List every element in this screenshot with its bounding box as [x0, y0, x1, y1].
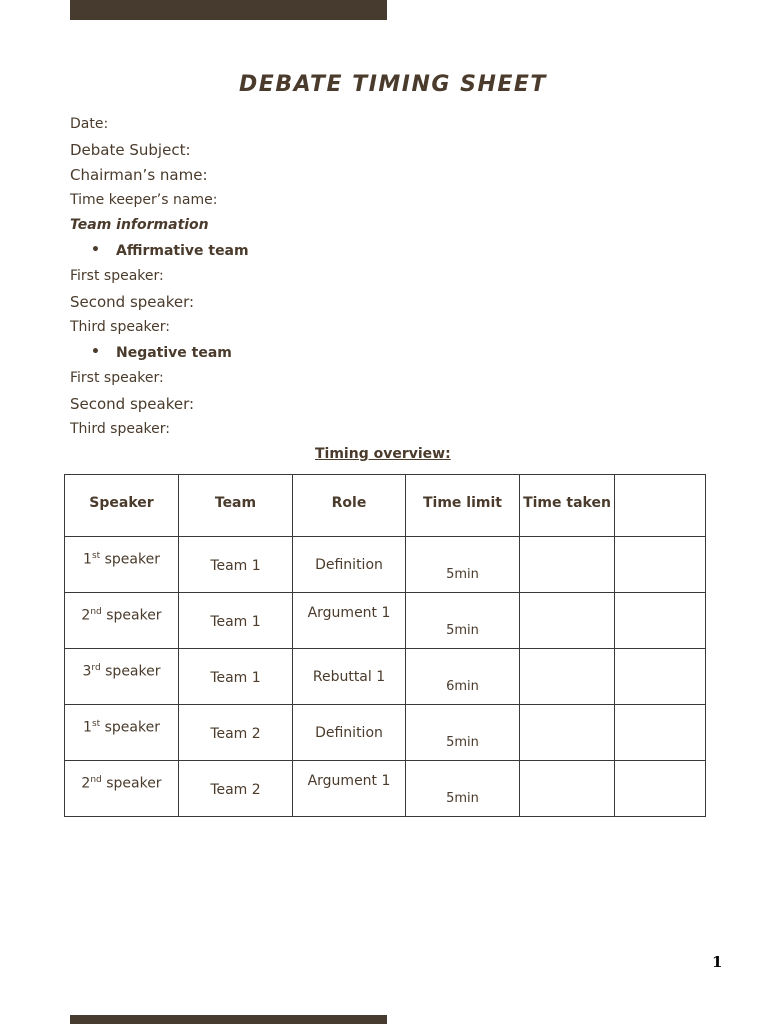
timing-table	[64, 474, 706, 817]
column-header: Time taken	[520, 475, 615, 537]
time-taken-cell[interactable]	[520, 593, 615, 649]
time-limit-cell: 5min	[406, 761, 520, 817]
subject-field-label: Debate Subject:	[70, 141, 191, 159]
column-header	[615, 475, 706, 537]
speaker-cell: 3rd speaker	[65, 649, 179, 705]
page-number: 1	[712, 953, 723, 971]
speaker-cell: 1st speaker	[65, 537, 179, 593]
table-row	[65, 761, 706, 817]
extra-cell	[615, 593, 706, 649]
time-limit-cell: 5min	[406, 537, 520, 593]
time-limit-cell: 5min	[406, 593, 520, 649]
role-cell: Definition	[293, 537, 406, 593]
affirmative-second-speaker-label: Second speaker:	[70, 293, 195, 311]
negative-second-speaker-label: Second speaker:	[70, 395, 195, 413]
speaker-cell: 2nd speaker	[65, 761, 179, 817]
extra-cell	[615, 649, 706, 705]
negative-team-heading: Negative team	[116, 345, 232, 361]
timing-overview-caption: Timing overview:	[315, 446, 451, 462]
chairman-field-label: Chairman’s name:	[70, 166, 208, 184]
timekeeper-field-label: Time keeper’s name:	[70, 192, 218, 208]
role-cell: Rebuttal 1	[293, 649, 406, 705]
negative-third-speaker-label: Third speaker:	[70, 421, 170, 437]
time-taken-cell[interactable]	[520, 705, 615, 761]
time-limit-cell: 5min	[406, 705, 520, 761]
team-cell: Team 1	[179, 649, 293, 705]
extra-cell	[615, 537, 706, 593]
team-cell: Team 2	[179, 761, 293, 817]
time-taken-cell[interactable]	[520, 649, 615, 705]
column-header: Speaker	[65, 475, 179, 537]
column-header: Role	[293, 475, 406, 537]
negative-first-speaker-label: First speaker:	[70, 370, 164, 386]
affirmative-team-heading: Affirmative team	[116, 243, 249, 259]
role-cell: Argument 1	[293, 593, 406, 649]
extra-cell	[615, 705, 706, 761]
role-cell: Argument 1	[293, 761, 406, 817]
table-row	[65, 593, 706, 649]
date-field-label: Date:	[70, 116, 109, 132]
table-header-row	[65, 475, 706, 537]
header-bar	[70, 0, 387, 20]
time-limit-cell: 6min	[406, 649, 520, 705]
column-header: Time limit	[406, 475, 520, 537]
speaker-cell: 1st speaker	[65, 705, 179, 761]
role-cell: Definition	[293, 705, 406, 761]
team-cell: Team 1	[179, 537, 293, 593]
extra-cell	[615, 761, 706, 817]
team-cell: Team 2	[179, 705, 293, 761]
time-taken-cell[interactable]	[520, 537, 615, 593]
team-cell: Team 1	[179, 593, 293, 649]
speaker-cell: 2nd speaker	[65, 593, 179, 649]
column-header: Team	[179, 475, 293, 537]
time-taken-cell[interactable]	[520, 761, 615, 817]
table-row	[65, 649, 706, 705]
bullet-icon: •	[91, 242, 100, 258]
bullet-icon: •	[91, 344, 100, 360]
footer-bar	[70, 1015, 387, 1024]
document-title: DEBATE TIMING SHEET	[239, 72, 547, 97]
table-row	[65, 537, 706, 593]
team-information-heading: Team information	[70, 217, 209, 233]
table-row	[65, 705, 706, 761]
affirmative-third-speaker-label: Third speaker:	[70, 319, 170, 335]
affirmative-first-speaker-label: First speaker:	[70, 268, 164, 284]
